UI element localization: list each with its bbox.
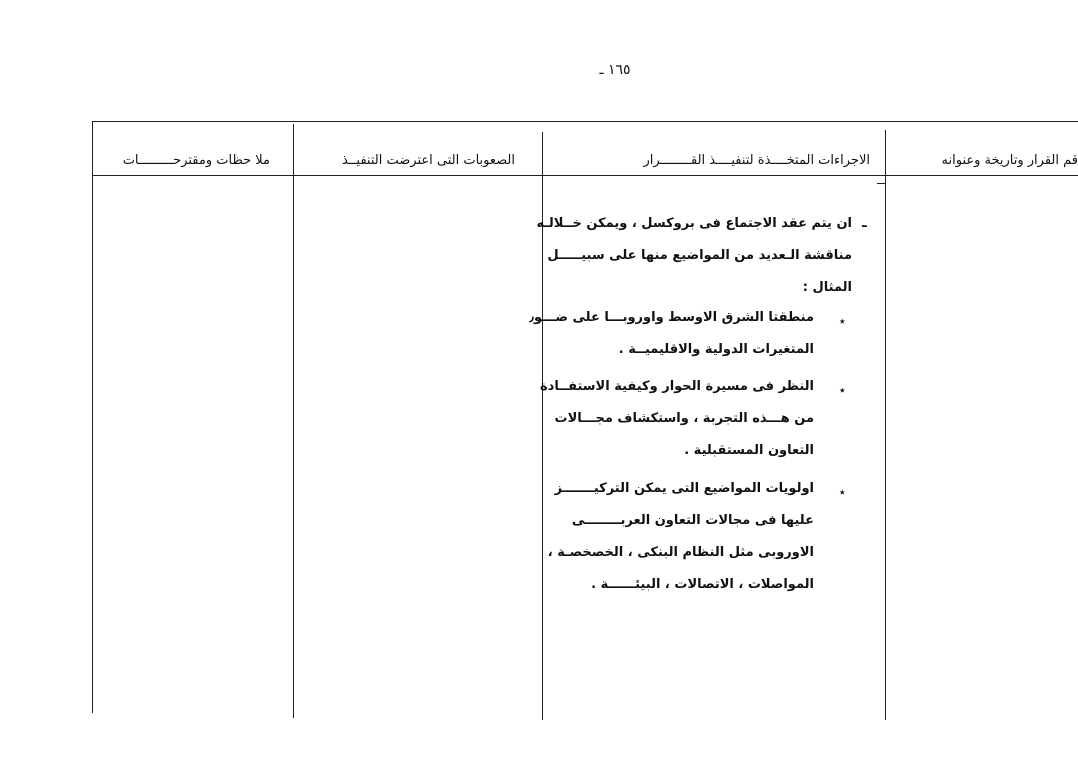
actions-bullet-1: [529, 302, 814, 366]
bullet-line: الاوروبى مثل النظام البنكى ، الخصخصـة ،: [547, 545, 814, 560]
header-tick: [877, 183, 885, 184]
header-decision: قم القرار وتاريخة وعنوانه: [941, 153, 1078, 168]
column-divider-actions: [885, 130, 886, 720]
bullet-line: النظر فى مسيرة الحوار وكيفية الاستفــادة: [539, 379, 814, 394]
bullet-line: من هـــذه التجربة ، واستكشاف مجـــالات: [554, 411, 814, 426]
actions-intro-line: ان يتم عقد الاجتماع فى بروكسل ، ويمكن خــلالـه: [536, 216, 852, 231]
dash-marker: ـ: [862, 215, 867, 231]
page-number: ١٦٥ ـ: [599, 62, 631, 78]
actions-intro: [536, 208, 852, 304]
header-difficulties: الصعوبات التى اعترضت التنفيــذ: [341, 153, 515, 168]
header-actions: الاجراءات المتخــــذة لتنفيــــذ القــــــــرار: [643, 153, 870, 168]
actions-bullet-3: [548, 473, 814, 601]
bullet-marker: ٭: [839, 314, 846, 328]
bullet-line: المواصلات ، الاتصالات ، البيئــــــة .: [591, 577, 814, 592]
table-top-border: [92, 121, 1078, 122]
bullet-line: المتغيرات الدولية والاقليميــة .: [618, 342, 814, 357]
actions-intro-line: المثال :: [802, 280, 852, 295]
bullet-marker: ٭: [839, 485, 846, 499]
bullet-line: اولويات المواضيع التى يمكن التركيـــــــز: [554, 481, 814, 496]
table-left-border: [92, 121, 93, 713]
actions-intro-line: مناقشة الـعديد من المواضيع منها على سبيـــــل: [547, 248, 852, 263]
column-divider-notes: [293, 124, 294, 718]
bullet-line: منطقتا الشرق الاوسط واوروبـــا على ضـــو٫: [529, 310, 814, 325]
actions-bullet-2: [539, 371, 814, 467]
bullet-line: التعاون المستقبلية .: [684, 443, 814, 458]
bullet-line: عليها فى مجالات التعاون العربــــــــى: [571, 513, 814, 528]
header-notes: ملا حظات ومقترحـــــــــات: [122, 153, 270, 168]
header-bottom-border: [92, 175, 1078, 176]
bullet-marker: ٭: [839, 383, 846, 397]
